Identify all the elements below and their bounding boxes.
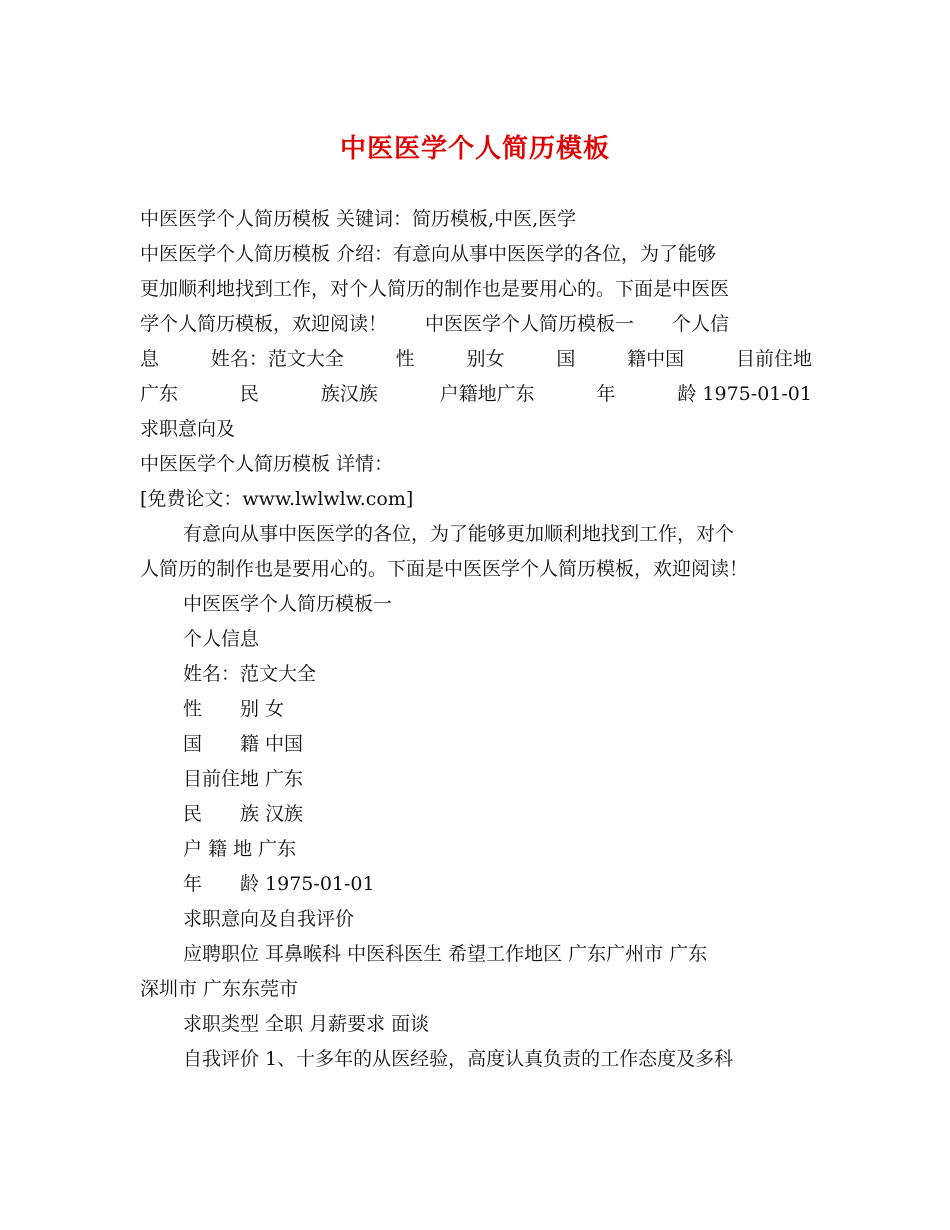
details-line: 中医医学个人简历模板 详情： — [140, 453, 394, 475]
self-eval-line: 自我评价 1、十多年的从医经验，高度认真负责的工作态度及多科 — [183, 1048, 734, 1070]
name-line: 姓名：范文大全 — [183, 663, 317, 685]
position-line-1: 应聘职位 耳鼻喉科 中医科医生 希望工作地区 广东广州市 广东 — [183, 943, 708, 965]
intro-line-3: 学个人简历模板，欢迎阅读！ 中医医学个人简历模板一 个人信 — [140, 313, 730, 335]
age-line: 年 龄 1975-01-01 — [183, 873, 375, 895]
para1-line-2: 人简历的制作也是要用心的。下面是中医医学个人简历模板，欢迎阅读！ — [140, 558, 749, 580]
intro-token: 户籍地广东 — [439, 383, 535, 405]
intro-token: 籍中国 — [627, 348, 685, 370]
source-link[interactable]: [免费论文：www.lwlwlw.com] — [140, 488, 414, 510]
intro-token: 息 — [140, 348, 160, 370]
intro-line-1 — [140, 241, 812, 267]
intro-token: 别女 — [466, 348, 505, 370]
intro-token: 龄 1975-01-01 — [677, 383, 812, 405]
job-intent-heading: 求职意向及自我评价 — [183, 908, 355, 930]
job-type-line: 求职类型 全职 月薪要求 面谈 — [183, 1013, 430, 1035]
intro-token: 性 — [395, 348, 415, 370]
document-title: 中医医学个人简历模板 — [339, 134, 610, 164]
para1-line-1: 有意向从事中医医学的各位，为了能够更加顺利地找到工作，对个 — [183, 523, 735, 545]
intro-token: 目前住地 — [735, 348, 812, 370]
gender-line: 性 别 女 — [183, 698, 285, 720]
intro-line-1-text: 中医医学个人简历模板 介绍：有意向从事中医医学的各位，为了能够 — [140, 243, 717, 265]
intro-line-5 — [140, 381, 812, 407]
intro-token: 年 — [596, 383, 616, 405]
intro-line-4 — [140, 346, 812, 372]
hukou-line: 户 籍 地 广东 — [183, 838, 297, 860]
ethnicity-line: 民 族 汉族 — [183, 803, 304, 825]
residence-line: 目前住地 广东 — [183, 768, 304, 790]
intro-token: 民 — [239, 383, 259, 405]
intro-token: 国 — [556, 348, 576, 370]
intro-line-6: 求职意向及 — [140, 418, 236, 440]
keywords-line: 中医医学个人简历模板 关键词：简历模板,中医,医学 — [140, 208, 577, 230]
intro-token: 广东 — [140, 383, 179, 405]
section-heading: 中医医学个人简历模板一 — [183, 593, 393, 615]
intro-token: 族汉族 — [320, 383, 378, 405]
intro-line-2: 更加顺利地找到工作，对个人简历的制作也是要用心的。下面是中医医 — [140, 278, 730, 300]
nationality-line: 国 籍 中国 — [183, 733, 304, 755]
intro-token: 姓名：范文大全 — [210, 348, 344, 370]
personal-info-heading: 个人信息 — [183, 628, 260, 650]
position-line-2: 深圳市 广东东莞市 — [140, 978, 299, 1000]
